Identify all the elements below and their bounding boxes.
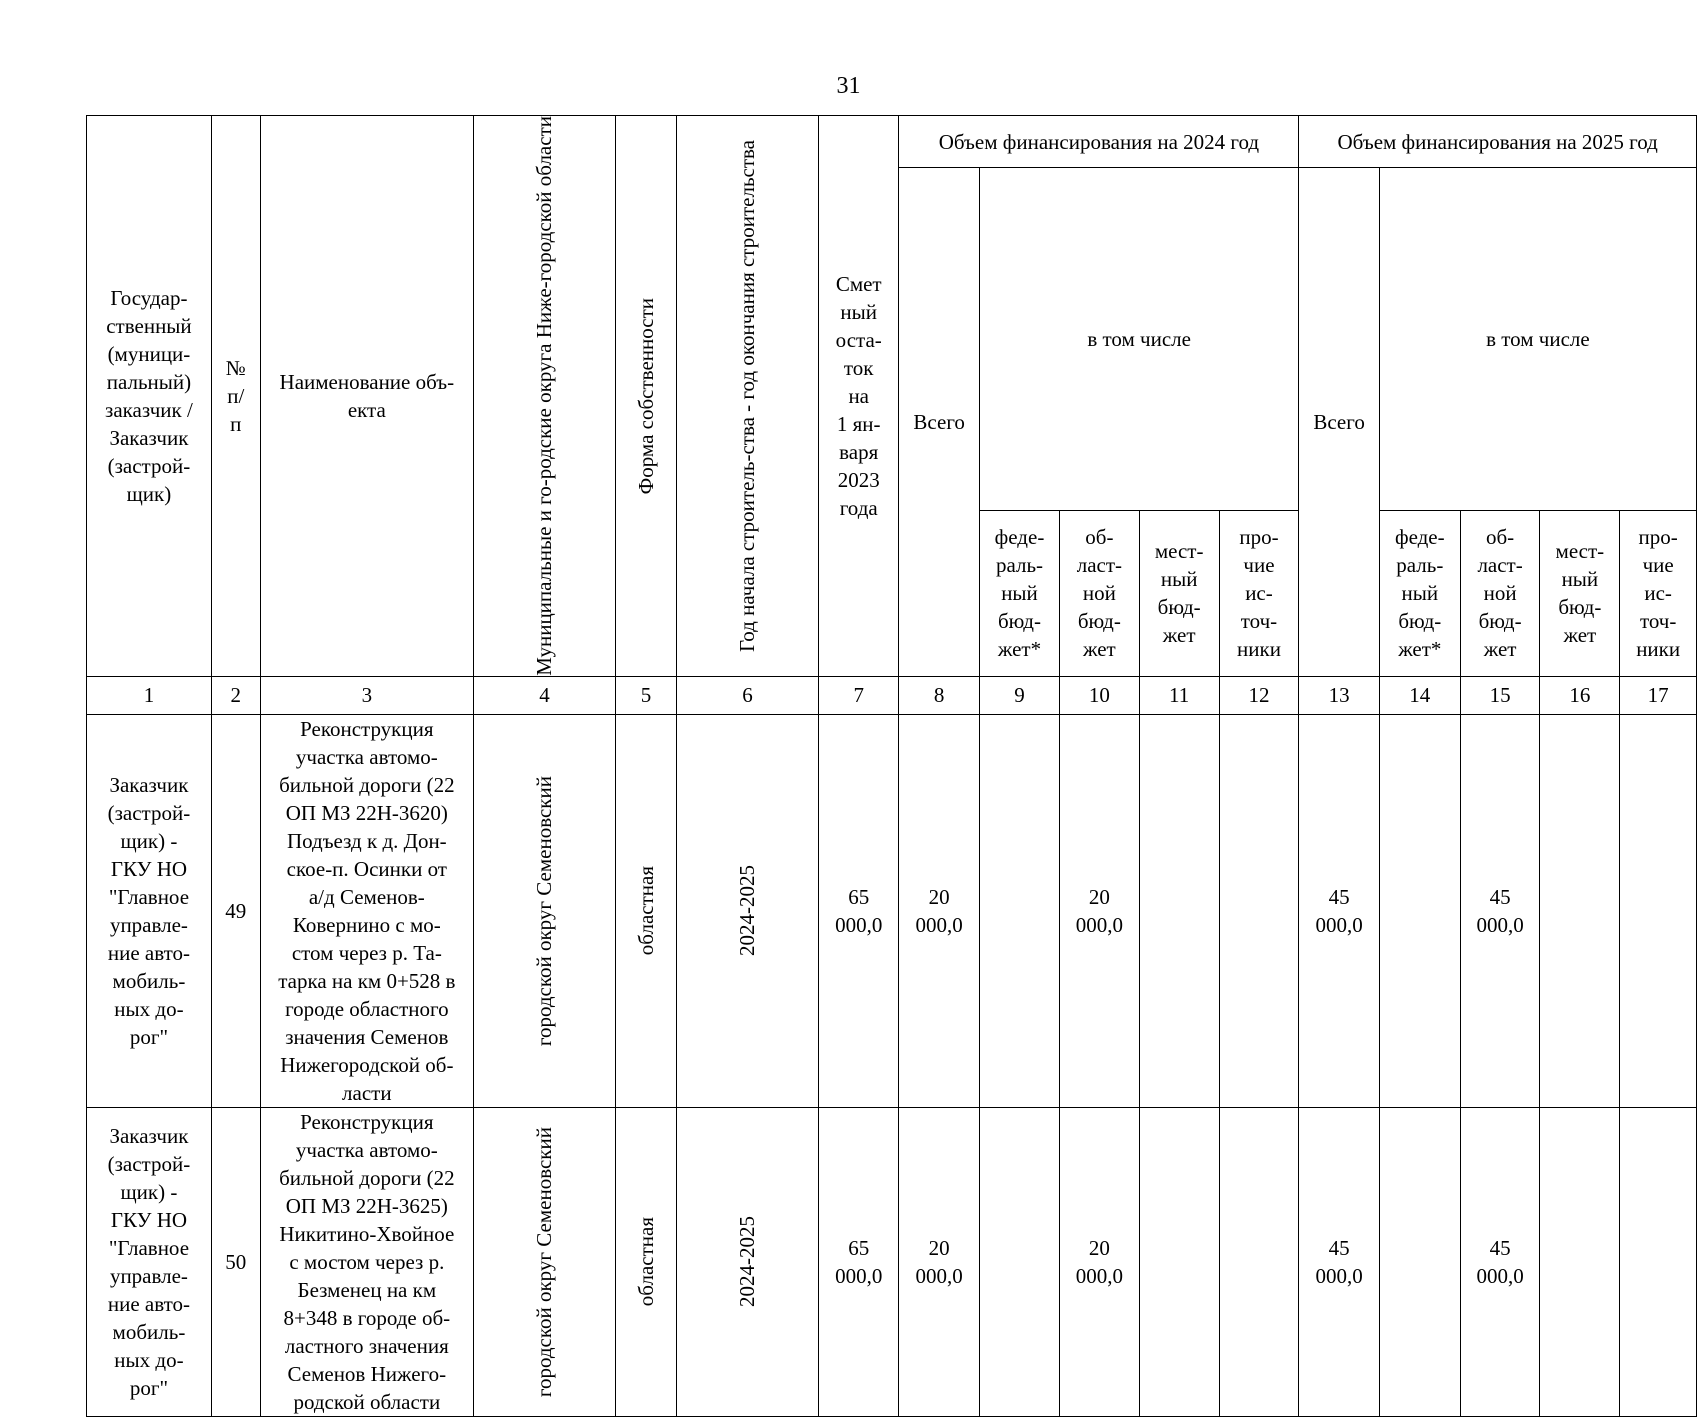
row-object-name: Реконструкция участка автомо- бильной дороги (22 ОП МЗ 22Н-3620) Подъезд к д. Дон- ское-п. Осинки от а/д Семенов- Ковернино с мо- стом через р. Та- тарка на км 0+528 в городе областного значения Семенов Нижегородской об- ласти <box>260 714 473 1107</box>
column-number: 12 <box>1219 676 1299 714</box>
header-other-2024: про- чие ис- точ- ники <box>1219 510 1299 676</box>
row-other-2025 <box>1620 1107 1697 1416</box>
header-years: Год начала строитель-ства - год окончания строительства <box>735 139 759 652</box>
header-including-2025: в том числе <box>1379 168 1696 511</box>
column-number-row <box>87 676 1697 714</box>
column-number: 15 <box>1460 676 1540 714</box>
row-total-2025: 45 000,0 <box>1299 714 1379 1107</box>
funding-table <box>86 115 1697 1417</box>
header-local-2025: мест- ный бюд- жет <box>1540 510 1620 676</box>
row-regional-2025: 45 000,0 <box>1460 714 1540 1107</box>
header-including-2024: в том числе <box>979 168 1298 511</box>
header-name: Наименование объ- екта <box>260 116 473 677</box>
column-number: 14 <box>1379 676 1460 714</box>
row-total-2024: 20 000,0 <box>899 714 979 1107</box>
row-local-2024 <box>1139 714 1219 1107</box>
column-number: 7 <box>819 676 899 714</box>
column-number: 16 <box>1540 676 1620 714</box>
header-municipality-cell <box>474 116 616 677</box>
row-total-2025: 45 000,0 <box>1299 1107 1379 1416</box>
row-ownership: областная <box>633 1217 658 1307</box>
row-customer: Заказчик (застрой- щик) - ГКУ НО "Главное управле- ние авто- мобиль- ных до- рог" <box>87 714 212 1107</box>
page-number: 31 <box>836 73 861 99</box>
column-number: 1 <box>87 676 212 714</box>
row-balance: 65 000,0 <box>819 714 899 1107</box>
row-local-2024 <box>1139 1107 1219 1416</box>
row-federal-2025 <box>1379 714 1460 1107</box>
row-other-2024 <box>1219 714 1299 1107</box>
header-regional-2025: об- ласт- ной бюд- жет <box>1460 510 1540 676</box>
row-ownership: областная <box>633 866 658 956</box>
row-regional-2025: 45 000,0 <box>1460 1107 1540 1416</box>
column-number: 3 <box>260 676 473 714</box>
column-number: 4 <box>474 676 616 714</box>
header-fin-2025: Объем финансирования на 2025 год <box>1299 116 1697 168</box>
row-federal-2024 <box>979 1107 1059 1416</box>
header-balance: Смет ный оста- ток на 1 ян- варя 2023 года <box>819 116 899 677</box>
header-regional-2024: об- ласт- ной бюд- жет <box>1060 510 1140 676</box>
header-other-2025: про- чие ис- точ- ники <box>1620 510 1697 676</box>
row-local-2025 <box>1540 1107 1620 1416</box>
row-regional-2024: 20 000,0 <box>1060 1107 1140 1416</box>
row-num: 50 <box>211 1107 260 1416</box>
header-total-2024: Всего <box>899 168 979 677</box>
column-number: 6 <box>677 676 819 714</box>
row-ownership-cell <box>616 1107 677 1416</box>
row-years-cell <box>677 714 819 1107</box>
column-number: 8 <box>899 676 979 714</box>
row-total-2024: 20 000,0 <box>899 1107 979 1416</box>
table-row <box>87 714 1697 1107</box>
row-years: 2024-2025 <box>735 1216 759 1308</box>
row-other-2024 <box>1219 1107 1299 1416</box>
header-federal-2024: феде- раль- ный бюд- жет* <box>979 510 1059 676</box>
row-balance: 65 000,0 <box>819 1107 899 1416</box>
row-years-cell <box>677 1107 819 1416</box>
header-ownership-cell <box>616 116 677 677</box>
row-municipality: городской округ Семеновский <box>532 1126 556 1397</box>
header-years-cell <box>677 116 819 677</box>
row-federal-2025 <box>1379 1107 1460 1416</box>
row-customer: Заказчик (застрой- щик) - ГКУ НО "Главное управле- ние авто- мобиль- ных до- рог" <box>87 1107 212 1416</box>
column-number: 9 <box>979 676 1059 714</box>
header-fin-2024: Объем финансирования на 2024 год <box>899 116 1299 168</box>
column-number: 17 <box>1620 676 1697 714</box>
column-number: 2 <box>211 676 260 714</box>
row-object-name: Реконструкция участка автомо- бильной дороги (22 ОП МЗ 22Н-3625) Никитино-Хвойное с мостом через р. Безменец на км 8+348 в городе об- ластного значения Семенов Нижего- родской области <box>260 1107 473 1416</box>
row-years: 2024-2025 <box>735 865 759 957</box>
row-ownership-cell <box>616 714 677 1107</box>
row-municipality: городской округ Семеновский <box>532 775 556 1046</box>
row-federal-2024 <box>979 714 1059 1107</box>
column-number: 10 <box>1060 676 1140 714</box>
column-number: 11 <box>1139 676 1219 714</box>
header-ownership: Форма собственности <box>633 297 658 495</box>
header-num: № п/ п <box>211 116 260 677</box>
row-regional-2024: 20 000,0 <box>1060 714 1140 1107</box>
row-num: 49 <box>211 714 260 1107</box>
row-municipality-cell <box>474 714 616 1107</box>
row-municipality-cell <box>474 1107 616 1416</box>
header-customer: Государ- ственный (муници- пальный) заказчик / Заказчик (застрой- щик) <box>87 116 212 677</box>
row-local-2025 <box>1540 714 1620 1107</box>
header-municipality: Муниципальные и го-родские округа Ниже-городской области <box>532 116 556 676</box>
row-other-2025 <box>1620 714 1697 1107</box>
header-federal-2025: феде- раль- ный бюд- жет* <box>1379 510 1460 676</box>
column-number: 5 <box>616 676 677 714</box>
header-total-2025: Всего <box>1299 168 1379 677</box>
header-local-2024: мест- ный бюд- жет <box>1139 510 1219 676</box>
table-row <box>87 1107 1697 1416</box>
column-number: 13 <box>1299 676 1379 714</box>
